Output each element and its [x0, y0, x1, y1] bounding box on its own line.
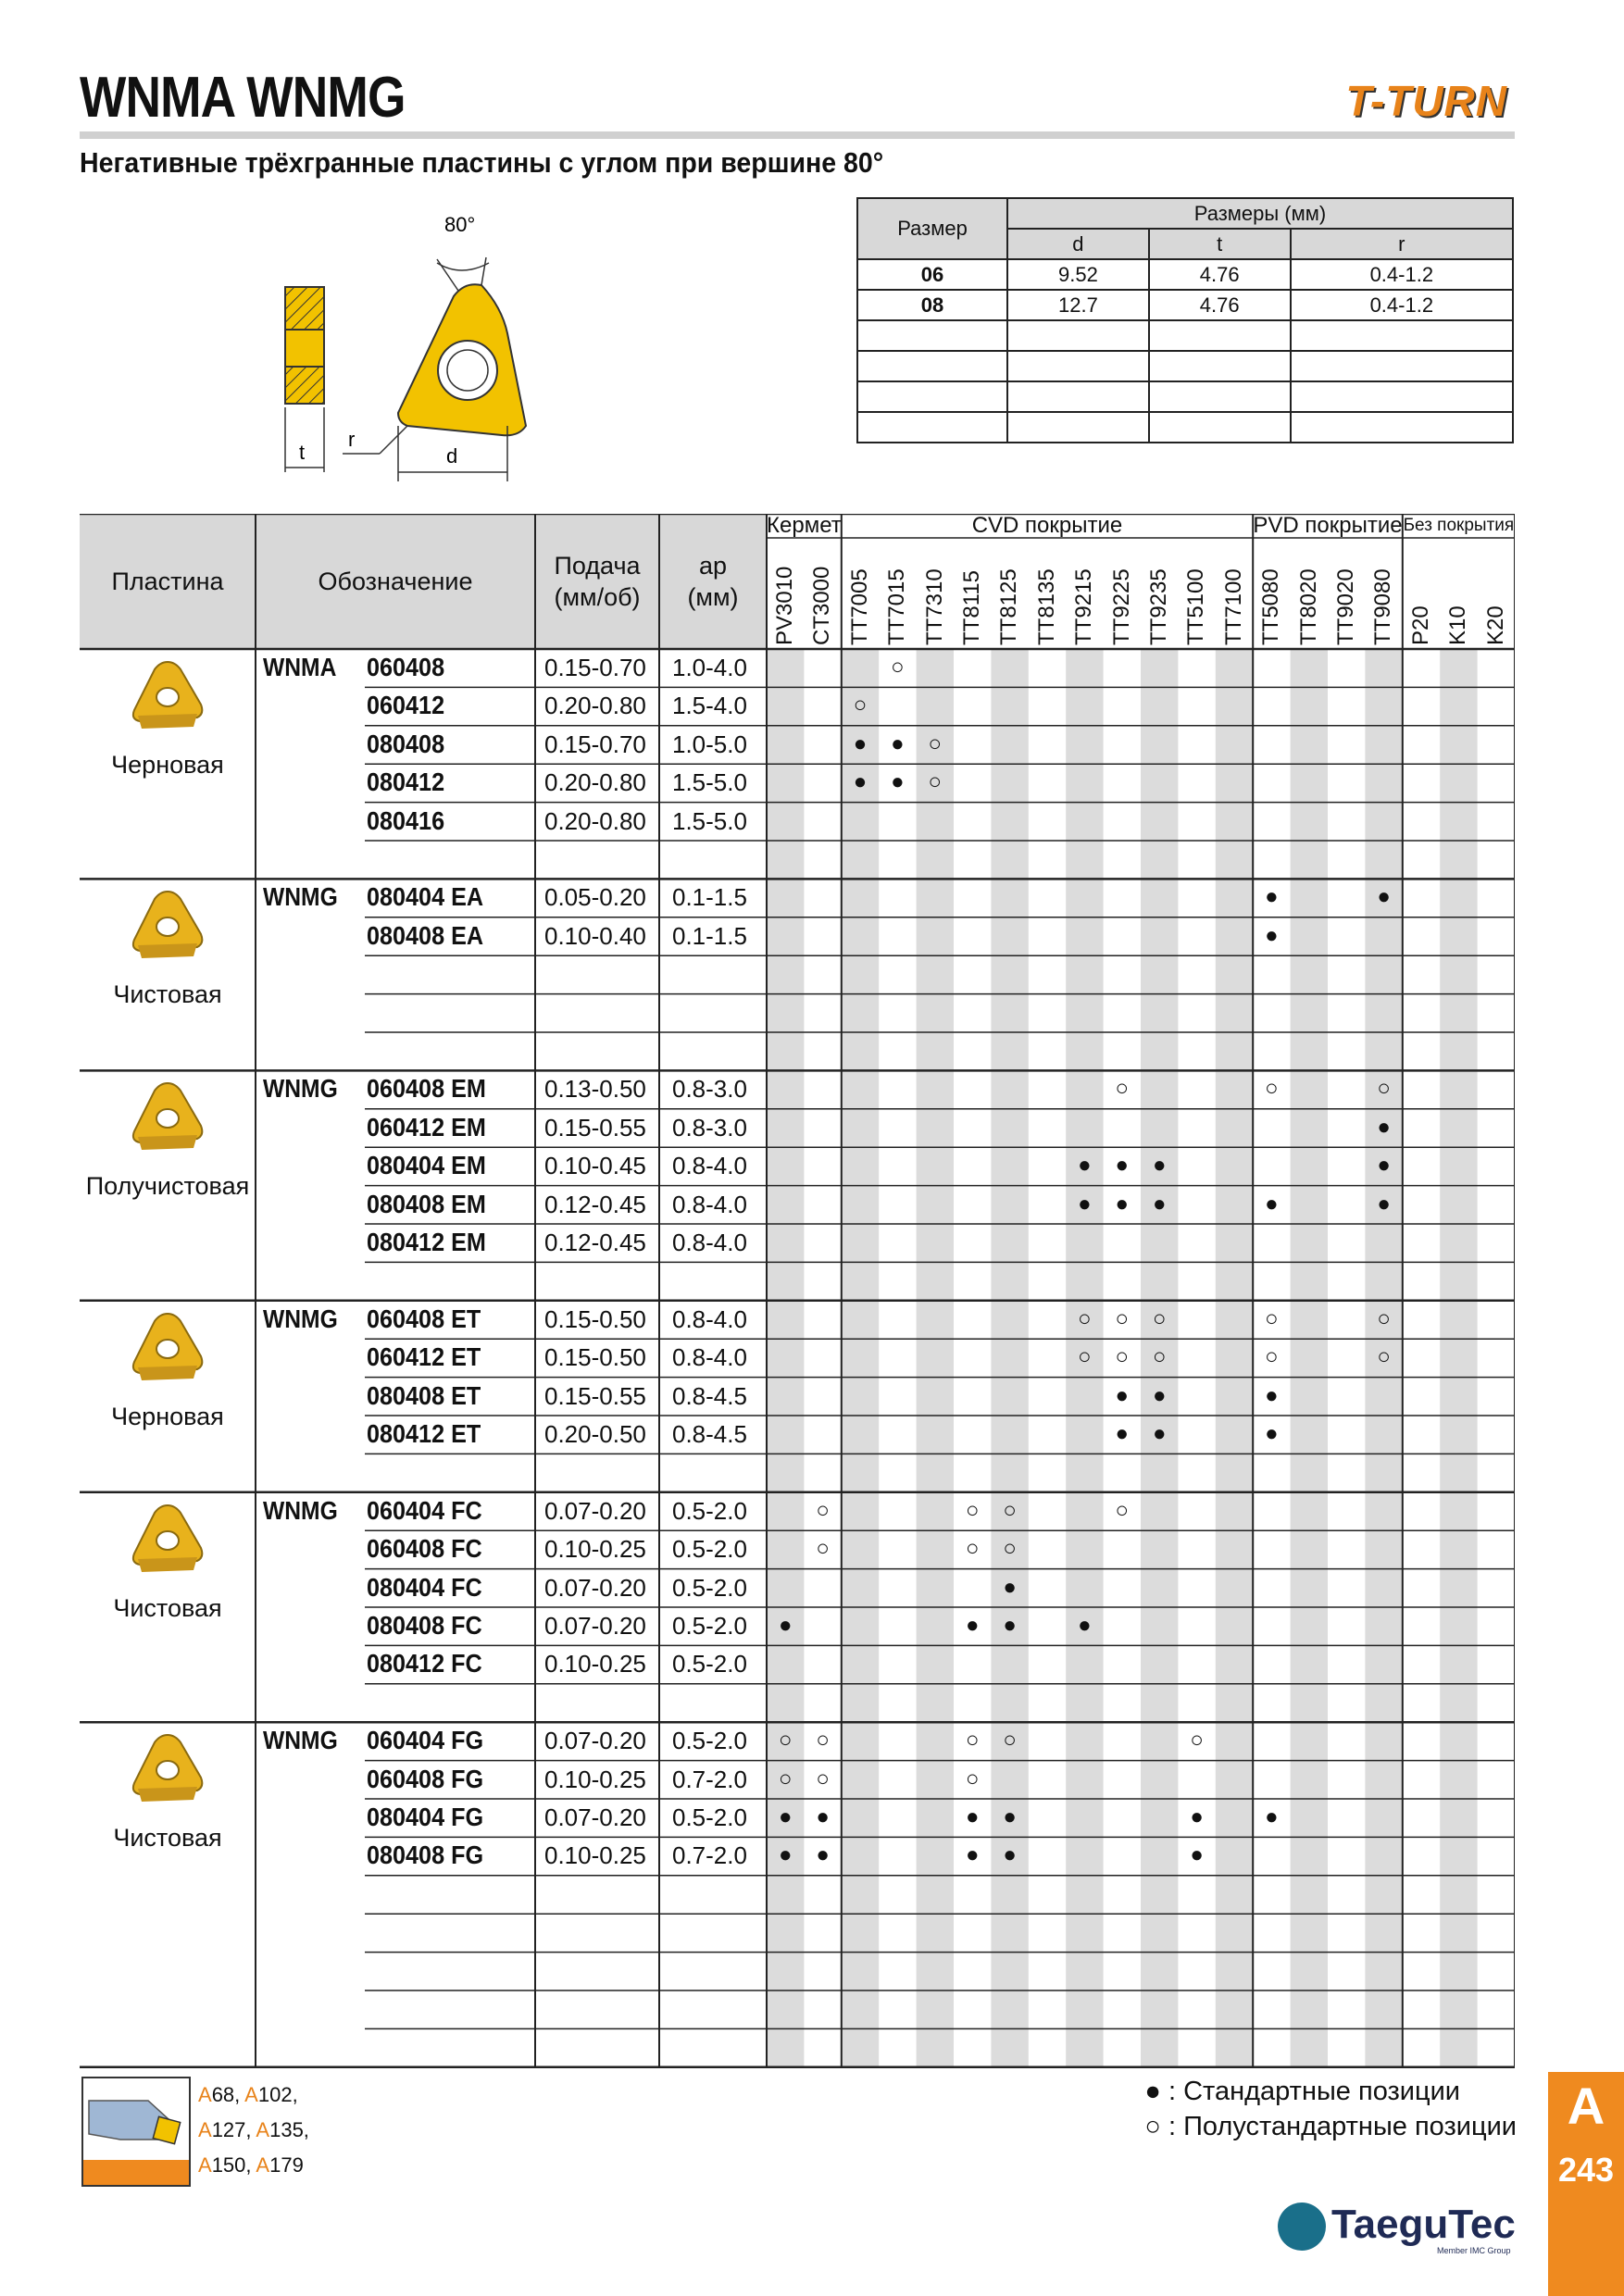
ap-value: 0.5-2.0: [672, 1803, 747, 1831]
reference-line: [198, 2148, 309, 2183]
page-subtitle: Негативные трёхгранные пластины с углом при вершине 80°: [80, 146, 884, 179]
t-label: t: [299, 441, 306, 464]
insert-code: 080408 EM: [367, 1189, 486, 1218]
title-rule: [80, 131, 1515, 139]
grade-CT3000: [804, 542, 841, 645]
insert-code: 060408 ET: [367, 1304, 481, 1333]
reference-part: 68,: [211, 2083, 245, 2106]
insert-code: 060412: [367, 691, 445, 720]
availability-mark: ●: [965, 1842, 980, 1868]
size-cell-size: 06: [857, 259, 1007, 290]
availability-mark: ○: [1115, 1076, 1130, 1102]
grade-TT9020: [1328, 542, 1365, 645]
feed-value: 0.15-0.70: [544, 654, 646, 681]
availability-mark: ○: [1265, 1305, 1279, 1331]
availability-mark: ●: [1003, 1613, 1017, 1638]
grade-table: [80, 514, 1515, 2069]
grade-TT9225: [1104, 542, 1141, 645]
legend-standard: ● : Стандартные позиции: [1144, 2077, 1460, 2106]
feed-value: 0.15-0.50: [544, 1304, 646, 1333]
availability-mark: ○: [1003, 1497, 1017, 1523]
ap-value: 0.1-1.5: [672, 883, 747, 912]
availability-mark: ●: [1377, 1191, 1391, 1217]
insert-family: WNMG: [263, 1495, 338, 1525]
d-label: d: [446, 444, 458, 468]
grade-label: TT8125: [996, 568, 1022, 645]
grade-group-3: Без покрытия: [1403, 516, 1515, 535]
availability-mark: ●: [1115, 1382, 1130, 1408]
availability-mark: ○: [1078, 1305, 1092, 1331]
availability-mark: ○: [816, 1536, 830, 1562]
insert-type-label: Чистовая: [113, 980, 222, 1009]
insert-code: 060412 EM: [367, 1112, 486, 1142]
availability-mark: ○: [1265, 1344, 1279, 1370]
ap-value: 0.5-2.0: [672, 1573, 747, 1602]
grade-label: TT9080: [1370, 568, 1396, 645]
grade-TT9215: [1066, 542, 1103, 645]
availability-mark: ●: [891, 730, 905, 756]
availability-mark: ○: [816, 1766, 830, 1791]
grade-TT7310: [917, 542, 954, 645]
grade-label: P20: [1407, 605, 1433, 645]
designation-header: Обозначение: [318, 568, 473, 595]
availability-mark: ○: [1003, 1728, 1017, 1753]
ap-value: 0.5-2.0: [672, 1612, 747, 1640]
insert-type-label: Чистовая: [113, 1593, 222, 1622]
ap-value: 0.5-2.0: [672, 1727, 747, 1755]
grade-label: TT5100: [1183, 568, 1209, 645]
ap-value: 0.8-4.5: [672, 1420, 747, 1448]
grade-label: CT3000: [809, 566, 835, 645]
availability-mark: ○: [1152, 1305, 1167, 1331]
availability-mark: ○: [1190, 1728, 1204, 1753]
reference-part: 127,: [211, 2118, 256, 2141]
availability-mark: ○: [1115, 1305, 1130, 1331]
ap-value: 0.8-4.0: [672, 1304, 747, 1333]
availability-mark: ○: [928, 730, 943, 756]
insert-code: 080412 EM: [367, 1228, 486, 1256]
availability-mark: ○: [1115, 1344, 1130, 1370]
size-header: Размер: [857, 198, 1007, 259]
insert-code: 060412 ET: [367, 1342, 481, 1372]
grade-label: TT7100: [1220, 568, 1246, 645]
ap-value: 0.5-2.0: [672, 1650, 747, 1678]
feed-value: 0.12-0.45: [544, 1190, 646, 1218]
availability-mark: ●: [1152, 1382, 1167, 1408]
ap-value: 1.5-5.0: [672, 768, 747, 797]
availability-mark: ●: [1152, 1191, 1167, 1217]
insert-type-label: Чистовая: [113, 1824, 222, 1853]
availability-mark: ○: [853, 693, 868, 718]
insert-photo-icon: [127, 1729, 208, 1811]
availability-mark: ●: [1190, 1804, 1204, 1829]
availability-mark: ●: [1078, 1153, 1092, 1179]
insert-code: 080416: [367, 805, 445, 835]
ap-value: 0.8-4.0: [672, 1152, 747, 1180]
size-cell-t: 4.76: [1149, 290, 1291, 320]
feed-value: 0.10-0.40: [544, 921, 646, 950]
availability-mark: ●: [778, 1613, 793, 1638]
availability-mark: ●: [853, 769, 868, 795]
availability-mark: ●: [891, 769, 905, 795]
reference-part: A: [256, 2153, 270, 2177]
insert-code: 060404 FC: [367, 1495, 482, 1525]
insert-photo-icon: [127, 1308, 208, 1390]
availability-mark: ●: [1265, 1191, 1279, 1217]
ap-value: 0.8-3.0: [672, 1075, 747, 1104]
size-cell-t: 4.76: [1149, 259, 1291, 290]
feed-value: 0.15-0.50: [544, 1343, 646, 1372]
insert-code: 080408 ET: [367, 1380, 481, 1410]
grade-TT9235: [1141, 542, 1178, 645]
size-row: [857, 381, 1513, 412]
availability-mark: ○: [1078, 1344, 1092, 1370]
size-cell-r: [1291, 412, 1513, 443]
size-cell-t: [1149, 412, 1291, 443]
availability-mark: ●: [1003, 1842, 1017, 1868]
availability-mark: ○: [816, 1497, 830, 1523]
insert-type-label: Получистовая: [85, 1172, 250, 1201]
reference-part: 135,: [269, 2118, 309, 2141]
insert-family: WNMG: [263, 882, 338, 912]
size-row: [857, 320, 1513, 351]
grade-stripe: [1440, 649, 1477, 2067]
grade-label: TT7310: [921, 568, 947, 645]
feed-value: 0.20-0.50: [544, 1420, 646, 1448]
feed-value: 0.07-0.20: [544, 1612, 646, 1640]
grade-TT9080: [1365, 542, 1402, 645]
size-cell-t: [1149, 320, 1291, 351]
insert-family: WNMA: [263, 653, 337, 681]
insert-code: 060408 EM: [367, 1074, 486, 1104]
grade-group-0: Кермет: [767, 514, 842, 538]
ap-value: 1.5-5.0: [672, 806, 747, 835]
availability-mark: ●: [965, 1804, 980, 1829]
ap-value: 0.8-4.0: [672, 1229, 747, 1256]
feed-value: 0.20-0.80: [544, 692, 646, 720]
size-cell-r: [1291, 351, 1513, 381]
availability-mark: ●: [816, 1842, 830, 1868]
feed-value: 0.07-0.20: [544, 1496, 646, 1525]
feed-header: Подача (мм/об): [554, 552, 641, 611]
reference-part: A: [256, 2118, 270, 2141]
insert-code: 080412: [367, 767, 445, 797]
availability-mark: ●: [1377, 1114, 1391, 1140]
availability-mark: ●: [965, 1613, 980, 1638]
availability-mark: ●: [1078, 1613, 1092, 1638]
ap-value: 0.8-4.0: [672, 1190, 747, 1218]
feed-value: 0.15-0.55: [544, 1381, 646, 1410]
insert-code: 080408 FC: [367, 1611, 482, 1640]
insert-photo-icon: [127, 1078, 208, 1159]
grade-TT5080: [1253, 542, 1290, 645]
size-cell-d: [1007, 381, 1149, 412]
availability-mark: ○: [1003, 1536, 1017, 1562]
ap-value: 0.5-2.0: [672, 1535, 747, 1564]
size-cell-t: [1149, 381, 1291, 412]
grade-stripe: [917, 649, 954, 2067]
availability-mark: ●: [1377, 1153, 1391, 1179]
feed-value: 0.10-0.25: [544, 1765, 646, 1793]
insert-type-label: Черновая: [111, 751, 224, 779]
grade-TT7100: [1216, 542, 1253, 645]
grade-K10: [1440, 542, 1477, 645]
legend-semistandard: ○ : Полустандартные позиции: [1144, 2112, 1517, 2141]
availability-mark: ●: [1078, 1191, 1092, 1217]
reference-part: A: [198, 2118, 212, 2141]
availability-mark: ●: [1115, 1421, 1130, 1446]
size-cell-d: [1007, 412, 1149, 443]
size-row: [857, 259, 1513, 290]
availability-mark: ●: [853, 730, 868, 756]
logo-subtext: Member IMC Group: [1437, 2246, 1511, 2255]
reference-part: 179: [269, 2153, 304, 2177]
availability-mark: ○: [891, 655, 905, 680]
availability-mark: ●: [816, 1804, 830, 1829]
page-tab: [1548, 2072, 1624, 2296]
availability-mark: ●: [778, 1842, 793, 1868]
insert-code: 060408 FC: [367, 1534, 482, 1564]
size-row: [857, 290, 1513, 320]
availability-mark: ○: [1377, 1076, 1391, 1102]
feed-value: 0.07-0.20: [544, 1727, 646, 1755]
insert-family: WNMG: [263, 1726, 338, 1755]
size-cell-size: [857, 320, 1007, 351]
dim-t-header: t: [1149, 229, 1291, 259]
insert-photo-icon: [127, 886, 208, 967]
availability-mark: ○: [928, 769, 943, 795]
grade-label: TT8135: [1033, 568, 1059, 645]
grade-group-1: CVD покрытие: [971, 514, 1123, 538]
angle-label: 80°: [444, 213, 476, 236]
application-icon: [81, 2077, 191, 2187]
size-cell-r: 0.4-1.2: [1291, 290, 1513, 320]
grade-TT8020: [1291, 542, 1328, 645]
insert-code: 060408 FG: [367, 1764, 484, 1793]
page-references: [198, 2078, 309, 2183]
insert-photo-icon: [127, 1500, 208, 1581]
size-cell-d: 12.7: [1007, 290, 1149, 320]
page-letter: A: [1567, 2077, 1605, 2135]
ap-header: ap (мм): [687, 552, 739, 611]
insert-header: Пластина: [111, 568, 224, 595]
feed-value: 0.20-0.80: [544, 806, 646, 835]
logo-text: TaeguTec: [1331, 2202, 1516, 2247]
feed-value: 0.13-0.50: [544, 1075, 646, 1104]
grade-label: K10: [1445, 605, 1471, 645]
insert-code: 080404 FG: [367, 1803, 484, 1831]
availability-mark: ○: [1377, 1305, 1391, 1331]
availability-mark: ○: [778, 1766, 793, 1791]
feed-value: 0.20-0.80: [544, 768, 646, 797]
size-cell-r: 0.4-1.2: [1291, 259, 1513, 290]
insert-code: 080404 EA: [367, 882, 484, 912]
insert-photo-icon: [127, 656, 208, 738]
availability-mark: ●: [1152, 1153, 1167, 1179]
availability-mark: ●: [1265, 922, 1279, 948]
availability-mark: ○: [965, 1536, 980, 1562]
grade-label: PV3010: [772, 566, 797, 645]
reference-part: 150,: [211, 2153, 256, 2177]
availability-mark: ○: [965, 1766, 980, 1791]
ap-value: 0.7-2.0: [672, 1841, 747, 1870]
grade-stripe: [842, 649, 879, 2067]
grade-TT8125: [991, 542, 1028, 645]
ap-value: 0.1-1.5: [672, 921, 747, 950]
grade-label: TT9020: [1333, 568, 1358, 645]
size-table: [856, 197, 1514, 443]
insert-code: 080408 EA: [367, 920, 484, 950]
dims-header: Размеры (мм): [1007, 198, 1513, 229]
grade-label: TT7005: [846, 568, 872, 645]
reference-part: A: [244, 2083, 258, 2106]
ap-value: 1.0-4.0: [672, 654, 747, 681]
insert-code: 080404 FC: [367, 1572, 482, 1602]
availability-mark: ●: [1115, 1153, 1130, 1179]
size-cell-d: [1007, 320, 1149, 351]
ap-value: 1.0-5.0: [672, 730, 747, 758]
insert-code: 080408: [367, 729, 445, 758]
brand-logo: T-TURN: [1345, 77, 1507, 125]
size-cell-size: 08: [857, 290, 1007, 320]
grade-TT8135: [1029, 542, 1066, 645]
insert-code: 060404 FG: [367, 1726, 484, 1755]
ap-value: 0.7-2.0: [672, 1765, 747, 1793]
ap-value: 0.8-4.0: [672, 1343, 747, 1372]
insert-code: 080408 FG: [367, 1841, 484, 1870]
logo-mark-icon: [1278, 2202, 1326, 2251]
insert-code: 080412 ET: [367, 1419, 481, 1448]
feed-value: 0.07-0.20: [544, 1803, 646, 1831]
feed-value: 0.15-0.70: [544, 730, 646, 758]
size-cell-d: 9.52: [1007, 259, 1149, 290]
grade-TT5100: [1178, 542, 1215, 645]
insert-family: WNMG: [263, 1074, 338, 1104]
grade-label: TT5080: [1258, 568, 1284, 645]
grade-stripe: [1291, 649, 1328, 2067]
size-cell-size: [857, 412, 1007, 443]
availability-mark: ○: [816, 1728, 830, 1753]
reference-part: 102,: [257, 2083, 298, 2106]
reference-line: [198, 2078, 309, 2113]
availability-mark: ○: [1152, 1344, 1167, 1370]
reference-part: A: [198, 2083, 212, 2106]
grade-label: TT7015: [884, 568, 910, 645]
grade-label: K20: [1482, 605, 1508, 645]
feed-value: 0.10-0.25: [544, 1650, 646, 1678]
grid-lines: [80, 514, 1515, 2069]
availability-mark: ●: [1265, 884, 1279, 910]
availability-mark: ●: [1152, 1421, 1167, 1446]
reference-part: A: [198, 2153, 212, 2177]
taegutec-logo: [1278, 2202, 1516, 2255]
feed-value: 0.10-0.25: [544, 1841, 646, 1870]
feed-value: 0.15-0.55: [544, 1113, 646, 1142]
insert-code: 080404 EM: [367, 1151, 486, 1180]
insert-type-label: Черновая: [111, 1402, 224, 1430]
availability-mark: ○: [965, 1497, 980, 1523]
feed-value: 0.05-0.20: [544, 883, 646, 912]
size-cell-size: [857, 381, 1007, 412]
availability-mark: ○: [965, 1728, 980, 1753]
grade-label: TT9225: [1108, 568, 1134, 645]
grade-stripe: [1216, 649, 1253, 2067]
page-title: WNMA WNMG: [80, 66, 406, 130]
grade-label: TT9235: [1146, 568, 1171, 645]
ap-value: 1.5-4.0: [672, 692, 747, 720]
availability-mark: ●: [1003, 1574, 1017, 1600]
insert-code: 060408: [367, 653, 445, 681]
size-cell-t: [1149, 351, 1291, 381]
feed-value: 0.10-0.45: [544, 1152, 646, 1180]
availability-mark: ●: [1265, 1804, 1279, 1829]
availability-mark: ●: [778, 1804, 793, 1829]
grade-P20: [1403, 542, 1440, 645]
feed-value: 0.07-0.20: [544, 1573, 646, 1602]
grade-label: TT8115: [959, 570, 984, 645]
page-number: 243: [1557, 2151, 1615, 2189]
dim-r-header: r: [1291, 229, 1513, 259]
insert-drawing: [259, 204, 648, 481]
grade-PV3010: [767, 542, 804, 645]
dim-d-header: d: [1007, 229, 1149, 259]
size-cell-r: [1291, 320, 1513, 351]
feed-value: 0.10-0.25: [544, 1535, 646, 1564]
size-row: [857, 412, 1513, 443]
availability-mark: ●: [1265, 1421, 1279, 1446]
grade-label: TT8020: [1295, 568, 1321, 645]
availability-mark: ○: [1115, 1497, 1130, 1523]
feed-value: 0.12-0.45: [544, 1229, 646, 1256]
reference-line: [198, 2113, 309, 2148]
grade-TT7015: [879, 542, 916, 645]
grade-TT8115: [954, 542, 991, 645]
grade-group-2: PVD покрытие: [1253, 514, 1403, 538]
availability-mark: ●: [1265, 1382, 1279, 1408]
radius-label: r: [348, 428, 356, 451]
availability-mark: ○: [1377, 1344, 1391, 1370]
ap-value: 0.5-2.0: [672, 1496, 747, 1525]
availability-mark: ●: [1190, 1842, 1204, 1868]
grade-K20: [1478, 542, 1515, 645]
insert-family: WNMG: [263, 1304, 338, 1333]
availability-mark: ○: [778, 1728, 793, 1753]
size-row: [857, 351, 1513, 381]
grade-TT7005: [842, 542, 879, 645]
availability-mark: ●: [1115, 1191, 1130, 1217]
size-cell-d: [1007, 351, 1149, 381]
size-cell-r: [1291, 381, 1513, 412]
availability-mark: ○: [1265, 1076, 1279, 1102]
ap-value: 0.8-3.0: [672, 1113, 747, 1142]
ap-value: 0.8-4.5: [672, 1381, 747, 1410]
availability-mark: ●: [1377, 884, 1391, 910]
availability-mark: ●: [1003, 1804, 1017, 1829]
grade-label: TT9215: [1071, 568, 1097, 645]
insert-code: 080412 FC: [367, 1649, 482, 1678]
size-cell-size: [857, 351, 1007, 381]
legend: [1144, 2074, 1517, 2144]
